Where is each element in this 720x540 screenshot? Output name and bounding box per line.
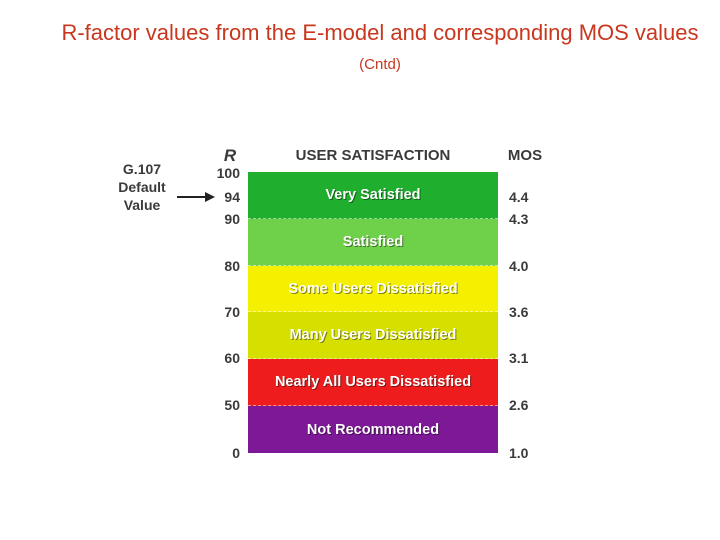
mos-value-3-6: 3.6 [509, 304, 529, 320]
band-label-satisfied: Satisfied [342, 234, 404, 250]
r-tick-50: 50 [224, 397, 240, 413]
mos-value-3-1: 3.1 [509, 350, 529, 366]
r-tick-90: 90 [224, 211, 240, 227]
band-many-users-dissatisfied [248, 312, 498, 359]
mos-column-header: MOS [507, 147, 543, 164]
r-tick-60: 60 [224, 350, 240, 366]
band-label-very-satisfied: Very Satisfied [325, 187, 421, 203]
mos-value-4-4: 4.4 [509, 189, 529, 205]
band-very-satisfied [248, 172, 498, 219]
mos-value-4-0: 4.0 [509, 258, 529, 274]
r-column-header: R [223, 146, 237, 165]
slide-title-suffix: (Cntd) [359, 56, 401, 73]
g107-default-label [106, 160, 178, 214]
mos-value-4-3: 4.3 [509, 211, 529, 227]
g107-line-3: Value [123, 197, 161, 213]
r-tick-0: 0 [232, 445, 240, 461]
mos-value-1-0: 1.0 [509, 445, 529, 461]
slide-title-main: R-factor values from the E-model and corresponding MOS values [61, 20, 699, 45]
band-label-not-recommended: Not Recommended [306, 421, 440, 438]
g107-line-2: Default [118, 179, 166, 195]
r-tick-70: 70 [224, 304, 240, 320]
band-some-users-dissatisfied [248, 266, 498, 312]
g107-line-1: G.107 [122, 161, 162, 177]
band-label-some-users-dissatisfied: Some Users Dissatisfied [288, 280, 458, 297]
r-tick-100: 100 [216, 165, 240, 181]
band-label-nearly-all-users-dissatisfied: Nearly All Users Dissatisfied [274, 374, 472, 390]
band-nearly-all-users-dissatisfied [248, 359, 498, 406]
r-tick-80: 80 [224, 258, 240, 274]
r-tick-94: 94 [224, 189, 240, 205]
user-satisfaction-header: USER SATISFACTION [295, 147, 451, 164]
band-label-many-users-dissatisfied: Many Users Dissatisfied [289, 327, 457, 343]
band-satisfied [248, 219, 498, 266]
mos-value-2-6: 2.6 [509, 397, 529, 413]
band-not-recommended [248, 406, 498, 453]
